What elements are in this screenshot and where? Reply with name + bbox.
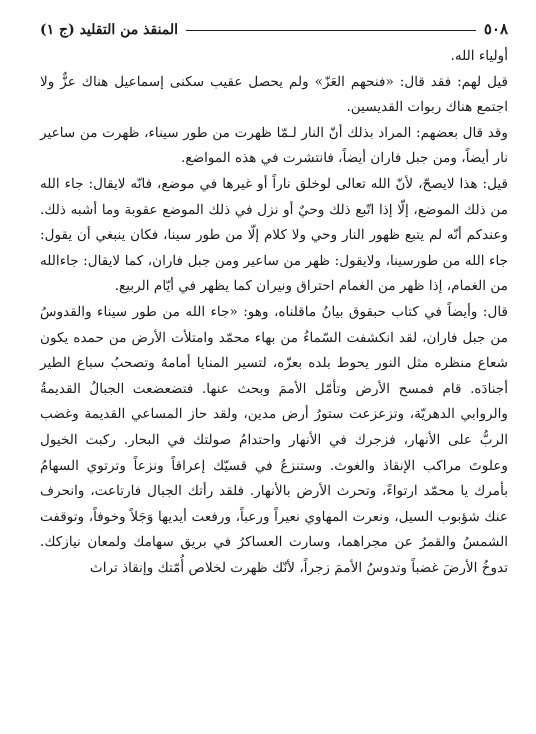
- header-rule: [186, 30, 476, 31]
- page-body: [40, 44, 508, 581]
- paragraph: قيل: هذا لايصحّ، لأنّ الله تعالى لوخلق ناراً أو غيرها في موضع، فانّه لايقال: جاء الله من ذلك الموضع، إلّا إذا اتّبع ذلك وحيٌ أو نزل في ذلك الموضع عقوبة وما أشبه ذلك. وعندكم أنّه لم يتبع ظهور النار وحي ولا كلام إلّا من طور سينا، فكان ينبغي أن يقول: جاء الله من طورسينا، ولايقول: ظهر من ساعير ومن جبل فاران، كما لايقال: جاءالله من الغمام، إذا ظهر من الغمام احتراق ونيران كما يظهر في أيّام الربيع.: [40, 175, 508, 295]
- paragraph: أولياء الله.: [450, 48, 508, 64]
- paragraph: قيل لهم: فقد قال: «فنحهم العَزّ» ولم يحصل عقيب سكنى إسماعيل هناك عزٌّ ولا اجتمع هناك ربوات القديسين.: [40, 73, 508, 116]
- paragraph: قال: وأيضاً في كتاب حبقوق بيانُ ماقلناه، وهو: «جاء الله من طور سيناء والقدوسُ من جبل فاران، لقد انكشفت السّماءُ من بهاء محمّد وامتلأت الأرض من حمده يكون شعاع منظره مثل النور يحوط بلده بعزّه، لتسير المنايا أمامهُ وتصحبُ سباع الطير أجنادَه. قام فمسح الأرض وتأمّل الأممَ وبحث عنها. فتضعضعت الجبالُ القديمةُ والروابي الدهريّة، وتزعزعت ستورُ أرض مدين، ولقد حاز المساعي القديمة وغضب الربُّ على الأنهار، فزجرك في الأنهار واحتدامُ صولتك في البحار. ركبت الخيول وعلوتَ مراكب الإنقاذ والغوث. وستنزعُ في قسيّك إعراقاً ونزعاً وترتوي السهامُ بأمرك يا محمّد ارتواءً، وتحرث الأرض بالأنهار. فلقد رأتك الجبال فارتاعت، وانحرف عنك شؤبوب السيل، ونعرت المهاوي نعيراً ورعباً، ورفعت أيديها وَجَلاً وخوفاً، وتوقفت الشمسُ والقمرُ عن مجراهما، وسارت العساكرُ في بريق سهامك ولمعان نيازكك. تدوخُ الأرضَ غضباً وتدوسُ الأممَ زجراً، لأنّك ظهرت لخلاص أُمّتك وإنقاذ تراث: [40, 303, 508, 576]
- paragraph: وقد قال بعضهم: المراد بذلك أنّ النار لـمّا ظهرت من طور سيناء، ظهرت من ساعير نار أيضاً، ومن جبل فاران أيضاً، فانتشرت في هذه المواضع.: [40, 124, 508, 167]
- running-title: المنقذ من التقليد (ج ١): [40, 22, 179, 38]
- page-number: ٥٠٨: [483, 20, 508, 38]
- page-header: [40, 12, 508, 38]
